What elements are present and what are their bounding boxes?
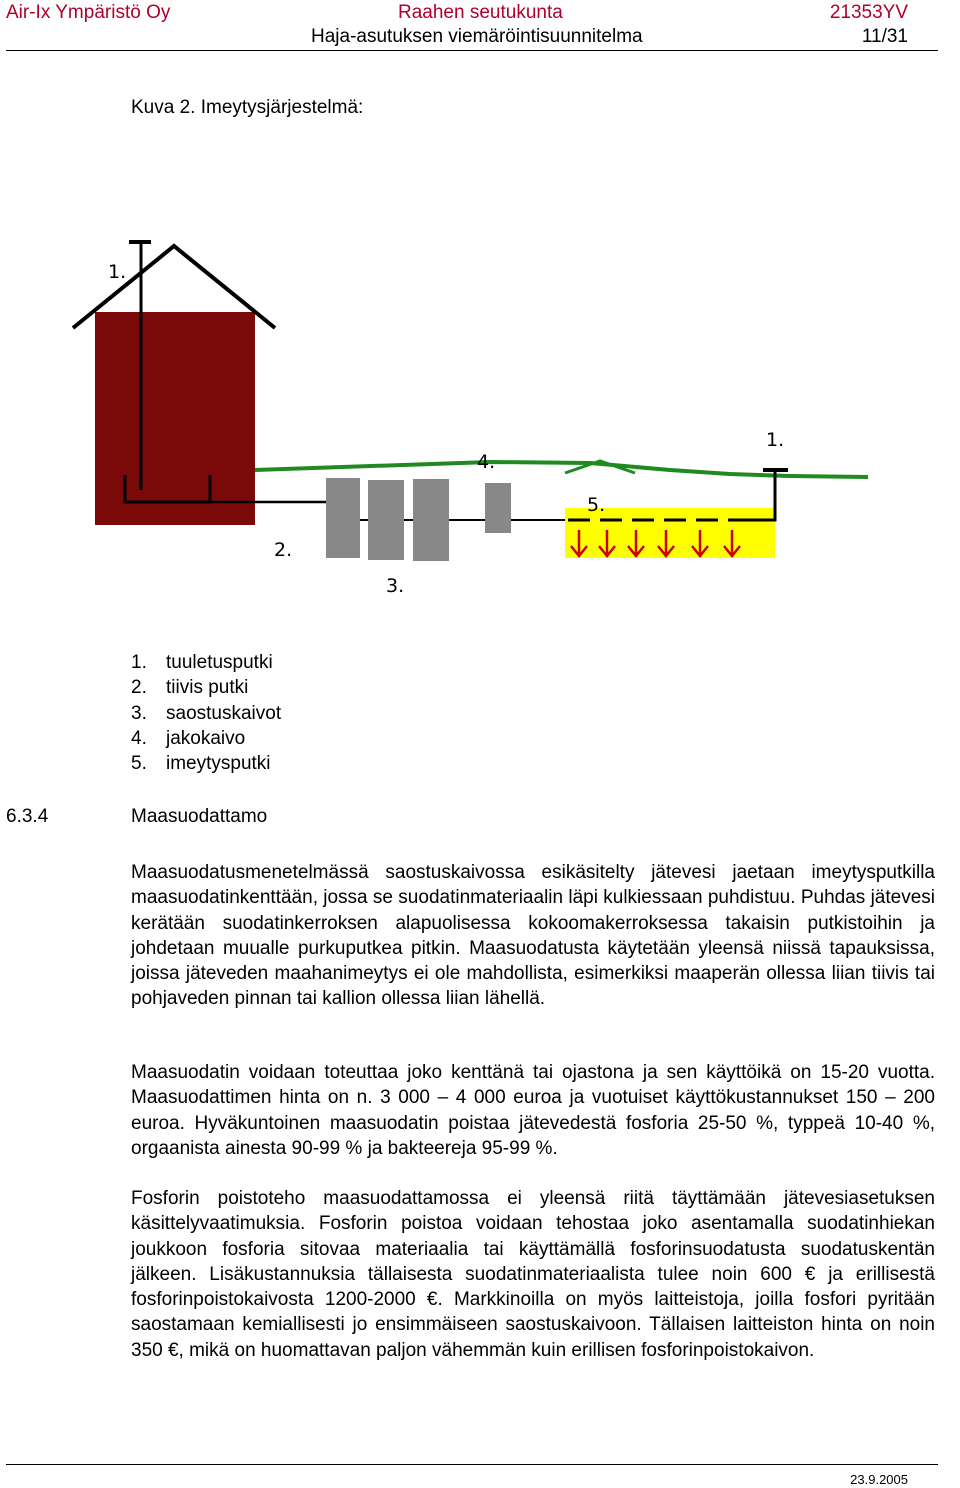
footer-date: 23.9.2005	[850, 1472, 908, 1487]
label-infiltration-pipe: 5.	[587, 494, 606, 516]
legend-number: 2.	[131, 677, 147, 699]
legend-text: jakokaivo	[166, 727, 246, 749]
header-project: Raahen seutukunta	[398, 2, 563, 23]
section-title: Maasuodattamo	[131, 806, 268, 827]
header-code: 21353YV	[829, 2, 908, 23]
septic-tank-3	[413, 479, 449, 561]
legend-item	[131, 701, 281, 726]
figure-legend	[131, 650, 281, 776]
label-septic-tanks: 3.	[386, 575, 405, 597]
body-paragraph: Fosforin poistoteho maasuodattamossa ei yleensä riitä täyttämään jätevesiasetuksen käsittelyvaatimuksia. Fosforin poistoa voidaan tehostaa joko asentamalla suodatinhiekan joukkoon fosforia sitovaa materiaalia tai käyttämällä fosforinsuodatusta suodatuskentän jälkeen. Lisäkustannuksia tällaisesta suodatinmateriaalista tulee noin 600 € ja erillisestä fosforinpoistokaivosta 1200-2000 €. Markkinoilla on myös laitteistoja, joilla fosfori pyritään saostamaan kemiallisesti jo ensimmäiseen saostuskaivoon. Tällaisen laitteiston hinta on noin 350 €, mikä on huomattavan paljon vähemmän kuin erillisen fosforinpoistokaivon.	[131, 1188, 935, 1361]
legend-text: saostuskaivot	[166, 702, 282, 724]
footer-rule	[6, 1464, 938, 1465]
legend-item	[131, 751, 281, 776]
figure-caption: Kuva 2. Imeytysjärjestelmä:	[131, 97, 364, 118]
septic-tank-1	[326, 478, 360, 558]
label-vent-field: 1.	[766, 429, 785, 451]
legend-item	[131, 675, 281, 700]
legend-number: 1.	[131, 652, 147, 673]
header-page-number: 11/31	[861, 26, 908, 47]
distribution-well	[485, 483, 511, 533]
section-number: 6.3.4	[6, 806, 49, 827]
legend-text: tuuletusputki	[166, 652, 273, 673]
legend-number: 5.	[131, 753, 147, 775]
legend-item	[131, 726, 281, 751]
septic-tank-2	[368, 480, 404, 560]
legend-item	[131, 650, 281, 675]
label-sealed-pipe: 2.	[274, 539, 293, 561]
legend-number: 3.	[131, 702, 147, 724]
header-company: Air-Ix Ympäristö Oy	[6, 2, 171, 23]
body-paragraph: Maasuodatusmenetelmässä saostuskaivossa esikäsitelty jätevesi jaetaan imeytysputkilla maasuodatinkenttään, jossa se suodatinmateriaalin läpi kulkiessaan puhdistuu. Puhdas jätevesi kerätään suodatinkerroksen alapuolisessa kokoomakerroksessa takaisin putkistoihin ja johdetaan muualle purkuputkea pitkin. Maasuodatusta käytetään yleensä niissä tapauksissa, joissa jäteveden maahanimeytys ei ole mahdollista, esimerkiksi maaperän ollessa liian tiivis tai pohjaveden pinnan tai kallion ollessa liian lähellä.	[131, 862, 935, 1010]
label-vent-house: 1.	[108, 261, 127, 283]
infiltration-system-figure	[30, 130, 960, 620]
header-rule	[6, 50, 938, 51]
legend-text: tiivis putki	[166, 677, 249, 699]
legend-number: 4.	[131, 727, 147, 749]
body-paragraph: Maasuodatin voidaan toteuttaa joko kenttänä tai ojastona ja sen käyttöikä on 15-20 vuotta. Maasuodattimen hinta on n. 3 000 – 4 000 euroa ja vuotuiset käyttökustannukset 150 – 200 euroa. Hyväkuntoinen maasuodatin poistaa jätevedestä fosforia 25-50 %, typpeä 10-40 %, orgaanista ainesta 90-99 % ja bakteereja 95-99 %.	[131, 1062, 935, 1159]
legend-text: imeytysputki	[166, 753, 271, 775]
label-distribution-well: 4.	[477, 451, 496, 473]
house-wall	[95, 312, 255, 525]
header-subtitle: Haja-asutuksen viemäröintisuunnitelma	[311, 26, 643, 47]
